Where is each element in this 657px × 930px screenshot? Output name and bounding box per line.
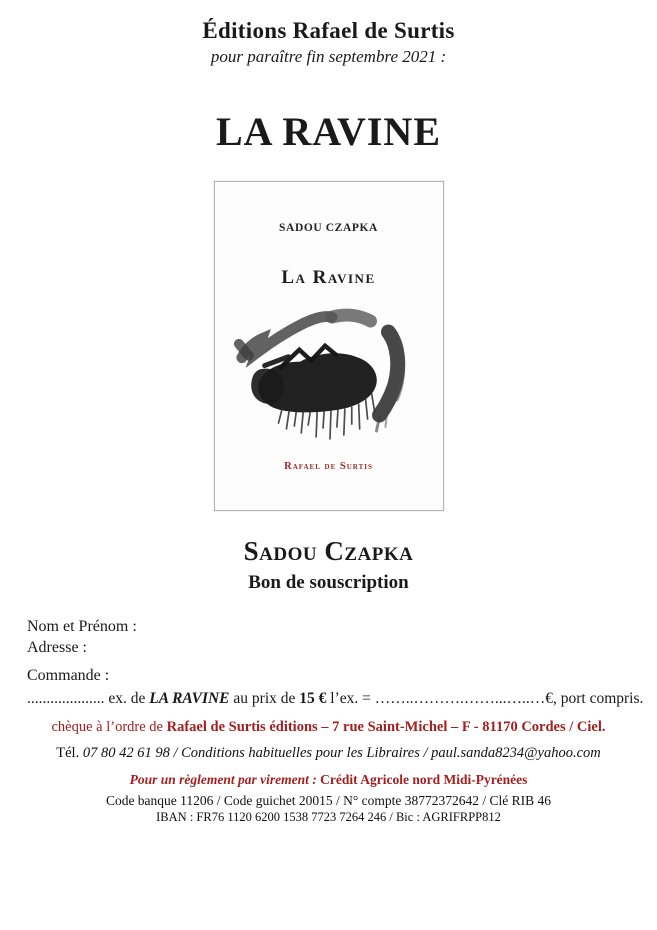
- order-form: [27, 617, 644, 708]
- wire-transfer-label: Pour un règlement par virement :: [129, 771, 321, 787]
- order-text: ex. de: [104, 689, 150, 707]
- cheque-prefix: chèque à l’ordre de: [51, 718, 167, 735]
- amount-dots: ……..……….……...…..…: [374, 689, 546, 707]
- author-heading: Sadou Czapka: [243, 535, 414, 566]
- cover-book-title: La Ravine: [281, 266, 376, 288]
- cover-publisher-name: Rafael de Surtis: [284, 460, 373, 472]
- iban-line: IBAN : FR76 1120 6200 1538 7723 7264 246 / Bic : AGRIFRPP812: [156, 809, 501, 824]
- book-cover: [214, 181, 444, 511]
- order-price: 15 €: [299, 689, 327, 707]
- wire-transfer-line: [0, 772, 657, 788]
- cheque-instruction-line: [0, 719, 657, 736]
- cover-ink-drawing-icon: [229, 300, 427, 457]
- wire-transfer-bank: Crédit Agricole nord Midi-Pyrénées: [320, 771, 528, 787]
- order-text: l’ex. =: [326, 689, 375, 707]
- page-title: LA RAVINE: [216, 108, 441, 154]
- contact-line: [0, 745, 657, 762]
- release-announcement: pour paraître fin septembre 2021 :: [210, 46, 447, 66]
- order-book-title: LA RAVINE: [149, 689, 230, 707]
- address-field-label: Adresse :: [27, 638, 87, 656]
- tel-label: Tél.: [56, 744, 83, 761]
- tel-details: 07 80 42 61 98 / Conditions habituelles pour les Libraires / paul.sanda8234@yahoo.com: [82, 744, 601, 761]
- order-text: €, port compris.: [545, 689, 644, 707]
- publisher-header: Éditions Rafael de Surtis: [202, 18, 455, 43]
- name-field-label: Nom et Prénom :: [27, 618, 137, 636]
- bank-codes-line: Code banque 11206 / Code guichet 20015 / N° compte 38772372642 / Clé RIB 46: [105, 792, 552, 808]
- order-quantity-line: [27, 689, 644, 709]
- cheque-payee-address: Rafael de Surtis éditions – 7 rue Saint-Michel – F - 81170 Cordes / Ciel.: [166, 718, 606, 735]
- order-text: au prix de: [229, 689, 300, 707]
- spacer: [27, 658, 630, 666]
- order-field-label: Commande :: [27, 667, 110, 685]
- quantity-dots: ....................: [27, 689, 105, 707]
- cover-author-name: SADOU CZAPKA: [279, 221, 378, 234]
- form-heading: Bon de souscription: [248, 572, 409, 594]
